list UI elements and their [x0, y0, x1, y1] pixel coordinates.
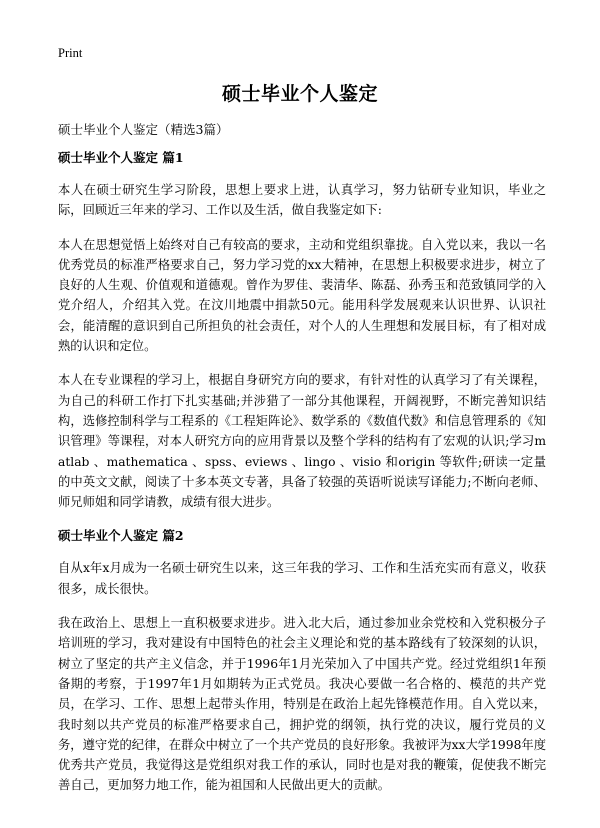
section-heading: 硕士毕业个人鉴定 篇2 — [58, 528, 184, 544]
section-1 — [58, 148, 546, 512]
paragraph: 我在政治上、思想上一直积极要求进步。进入北大后，通过参加业余党校和入党积极分子培训班的学习，我对建设有中国特色的社会主义理论和党的基本路线有了较深刻的认识，树立了坚定的共产主义信念，并于1996年1月光荣加入了中国共产党。经过党组织1年预备期的考察，于1997年1月如期转为正式党员。我决心要做一名合格的、模范的共产党员，在学习、工作、思想上起带头作用，特别是在政治上起先锋模范作用。自入党以来，我时刻以共产党员的标准严格要求自己，拥护党的纲领，执行党的决议，履行党员的义务，遵守党的纪律，在群众中树立了一个共产党员的良好形象。我被评为xx大学1998年度优秀共产党员，我觉得这是党组织对我工作的承认，同时也是对我的鞭策，促使我不断完善自己，更加努力地工作，能为祖国和人民做出更大的贡献。 — [58, 616, 546, 793]
section-heading: 硕士毕业个人鉴定 篇1 — [58, 150, 184, 165]
paragraph: 本人在专业课程的学习上，根据自身研究方向的要求，有针对性的认真学习了有关课程，为自己的科研工作打下扎实基础;并涉猎了一部分其他课程，开阔视野，不断完善知识结构，选修控制科学与工程系的《工程矩阵论》、数学系的《数值代数》和信息管理系的《知识管理》等课程，对本人研究方向的应用背景以及整个学科的结构有了宏观的认识;学习matlab 、mathematica 、spss、eviews 、lingo 、visio 和origin 等软件;研读一定量的中英文文献，阅读了十多本英文专著，具备了较强的英语听说读写译能力;不断向老师、师兄师姐和同学请教，成绩有很大进步。 — [58, 373, 546, 510]
document-title: 硕士毕业个人鉴定 — [221, 83, 378, 105]
paragraph: 自从x年x月成为一名硕士研究生以来，这三年我的学习、工作和生活充实而有意义，收获很多，成长很快。 — [58, 561, 546, 596]
paragraph: 本人在思想觉悟上始终对自己有较高的要求，主动和党组织靠拢。自入党以来，我以一名优秀党员的标准严格要求自己，努力学习党的xx大精神，在思想上积极要求进步，树立了良好的人生观、价值观和道德观。曾作为罗佳、裴清华、陈磊、孙秀玉和范致镇同学的入党介绍人，介绍其入党。在汶川地震中捐款50元。能用科学发展观来认识世界、认识社会，能清醒的意识到自己所担负的社会责任，对个人的人生理想和发展目标，有了相对成熟的认识和定位。 — [58, 237, 546, 354]
paragraph: 本人在硕士研究生学习阶段，思想上要求上进，认真学习，努力钻研专业知识，毕业之际，回顾近三年来的学习、工作以及生活，做自我鉴定如下: — [58, 183, 546, 218]
section-2 — [58, 526, 546, 795]
print-link[interactable]: Print — [58, 46, 83, 60]
document-body — [58, 148, 546, 810]
document-subtitle: 硕士毕业个人鉴定（精选3篇） — [58, 122, 229, 137]
